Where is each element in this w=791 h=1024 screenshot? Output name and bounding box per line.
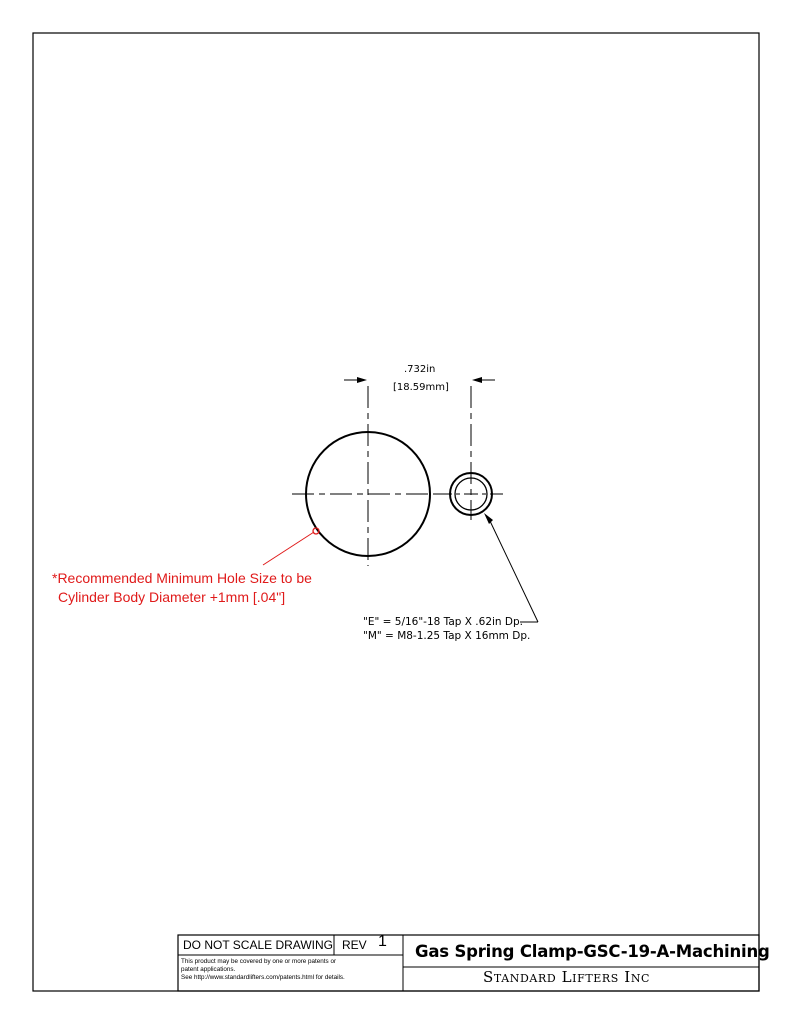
dimension-millimeters: [18.59mm] xyxy=(393,382,449,393)
tapped-hole-view xyxy=(438,386,503,520)
patent-line3: See http://www.standardlifters.com/patents.html for details. xyxy=(181,974,345,981)
drawing-title: Gas Spring Clamp-GSC-19-A-Machining xyxy=(415,942,770,961)
cylinder-hole-view xyxy=(292,386,444,566)
hole-note-line2: Cylinder Body Diameter +1mm [.04"] xyxy=(58,589,286,605)
dim-arrow-right xyxy=(472,377,482,383)
tap-note-leader-arrow xyxy=(484,513,493,524)
hole-note-leader-line xyxy=(263,532,314,565)
patent-line2: patent applications. xyxy=(181,966,236,973)
hole-note-line1: *Recommended Minimum Hole Size to be xyxy=(52,570,312,586)
hole-note-leader xyxy=(263,528,319,565)
tap-note-leader xyxy=(484,513,538,622)
rev-label: REV xyxy=(342,938,367,952)
rev-value: 1 xyxy=(378,933,387,950)
tap-note-leader-line xyxy=(490,521,538,622)
dimension-inches: .732in xyxy=(404,364,436,375)
tap-note-line1: "E" = 5/16"-18 Tap X .62in Dp. xyxy=(363,616,524,628)
sheet-border xyxy=(33,33,759,991)
company-name: Standard Lifters Inc xyxy=(483,968,651,986)
dim-arrow-left xyxy=(357,377,367,383)
tap-note-line2: "M" = M8-1.25 Tap X 16mm Dp. xyxy=(363,630,531,642)
do-not-scale-label: DO NOT SCALE DRAWING xyxy=(183,938,334,952)
patent-line1: This product may be covered by one or more patents or xyxy=(181,958,337,965)
